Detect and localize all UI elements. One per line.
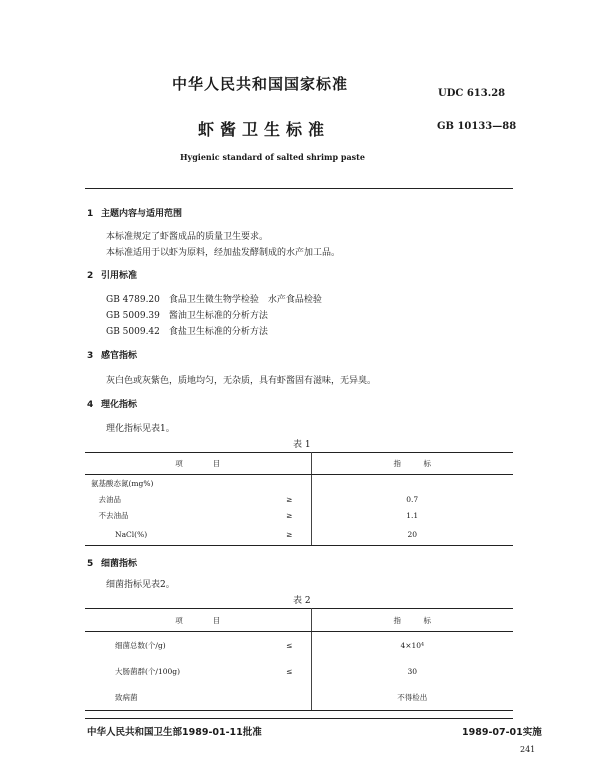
row-item: 细菌总数(个/g) <box>115 640 166 650</box>
section-number: 2 <box>87 271 94 281</box>
row-item: 致病菌 <box>85 684 268 711</box>
page-number: 241 <box>520 745 536 754</box>
header-item: 项 目 <box>85 453 311 475</box>
table-2-caption: 表 2 <box>293 596 311 606</box>
table-header-row <box>85 609 513 632</box>
header-indicator: 指 标 <box>311 609 513 632</box>
section-title: 细菌指标 <box>101 559 138 569</box>
row-item: 不去油品 <box>91 510 129 520</box>
row-value: 30 <box>407 666 418 676</box>
paragraph: 细菌指标见表2。 <box>106 580 175 590</box>
table-row <box>85 491 513 507</box>
section-title: 感官指标 <box>101 351 138 361</box>
header-rule <box>85 188 513 189</box>
reference-item: GB 5009.39 酱油卫生标准的分析方法 <box>106 311 268 321</box>
gb-code: GB 10133—88 <box>437 121 517 132</box>
standard-title: 虾酱卫生标准 <box>198 120 331 139</box>
section-5-heading <box>87 556 137 569</box>
section-number: 4 <box>87 400 94 410</box>
reference-item: GB 5009.42 食盐卫生标准的分析方法 <box>106 327 268 337</box>
row-value: 0.7 <box>406 494 419 504</box>
english-subtitle: Hygienic standard of salted shrimp paste <box>180 152 365 162</box>
table-header-row <box>85 453 513 475</box>
row-value: 不得检出 <box>311 684 513 711</box>
row-item: 去油品 <box>91 494 121 504</box>
approval-line: 中华人民共和国卫生部1989-01-11批准 <box>87 727 262 738</box>
row-operator: ≤ <box>268 632 311 659</box>
table-row <box>85 475 513 492</box>
section-1-heading <box>87 206 182 219</box>
section-number: 3 <box>87 351 94 361</box>
row-operator <box>268 475 311 492</box>
section-3-heading <box>87 348 137 361</box>
header-item: 项 目 <box>85 609 311 632</box>
implementation-date: 1989-07-01实施 <box>462 727 542 738</box>
row-operator: ≤ <box>268 658 311 684</box>
table-row <box>85 632 513 659</box>
section-title: 主题内容与适用范围 <box>101 209 183 219</box>
row-item: NaCl(%) <box>85 523 268 546</box>
row-value: 1.1 <box>406 510 419 520</box>
row-value <box>311 475 513 492</box>
row-item: 氨基酸态氮(mg%) <box>91 478 154 488</box>
table-1-caption: 表 1 <box>293 440 311 450</box>
table-row <box>85 507 513 523</box>
table-row <box>85 684 513 711</box>
paragraph: 本标准适用于以虾为原料，经加盐发酵制成的水产加工品。 <box>106 248 341 258</box>
row-operator: ≥ <box>268 507 311 523</box>
paragraph: 理化指标见表1。 <box>106 424 175 434</box>
header-indicator: 指 标 <box>311 453 513 475</box>
section-title: 理化指标 <box>101 400 138 410</box>
reference-item: GB 4789.20 食品卫生微生物学检验 水产食品检验 <box>106 295 322 305</box>
section-2-heading <box>87 268 137 281</box>
section-number: 5 <box>87 559 94 569</box>
row-operator: ≥ <box>268 491 311 507</box>
section-number: 1 <box>87 209 94 219</box>
row-value: 4×10⁴ <box>400 640 425 650</box>
table-row <box>85 523 513 546</box>
row-operator <box>268 684 311 711</box>
table-row <box>85 658 513 684</box>
section-4-heading <box>87 397 137 410</box>
paragraph: 灰白色或灰紫色，质地均匀，无杂质，具有虾酱固有滋味，无异臭。 <box>106 376 377 386</box>
paragraph: 本标准规定了虾酱成品的质量卫生要求。 <box>106 232 269 242</box>
row-operator: ≥ <box>268 523 311 546</box>
udc-code: UDC 613.28 <box>438 88 506 99</box>
table-1 <box>85 452 513 546</box>
row-item: 大肠菌群(个/100g) <box>115 666 180 676</box>
footer-rule <box>85 718 513 719</box>
issuing-organization: 中华人民共和国国家标准 <box>172 75 349 93</box>
row-value: 20 <box>311 523 513 546</box>
table-2 <box>85 608 513 711</box>
section-title: 引用标准 <box>101 271 138 281</box>
